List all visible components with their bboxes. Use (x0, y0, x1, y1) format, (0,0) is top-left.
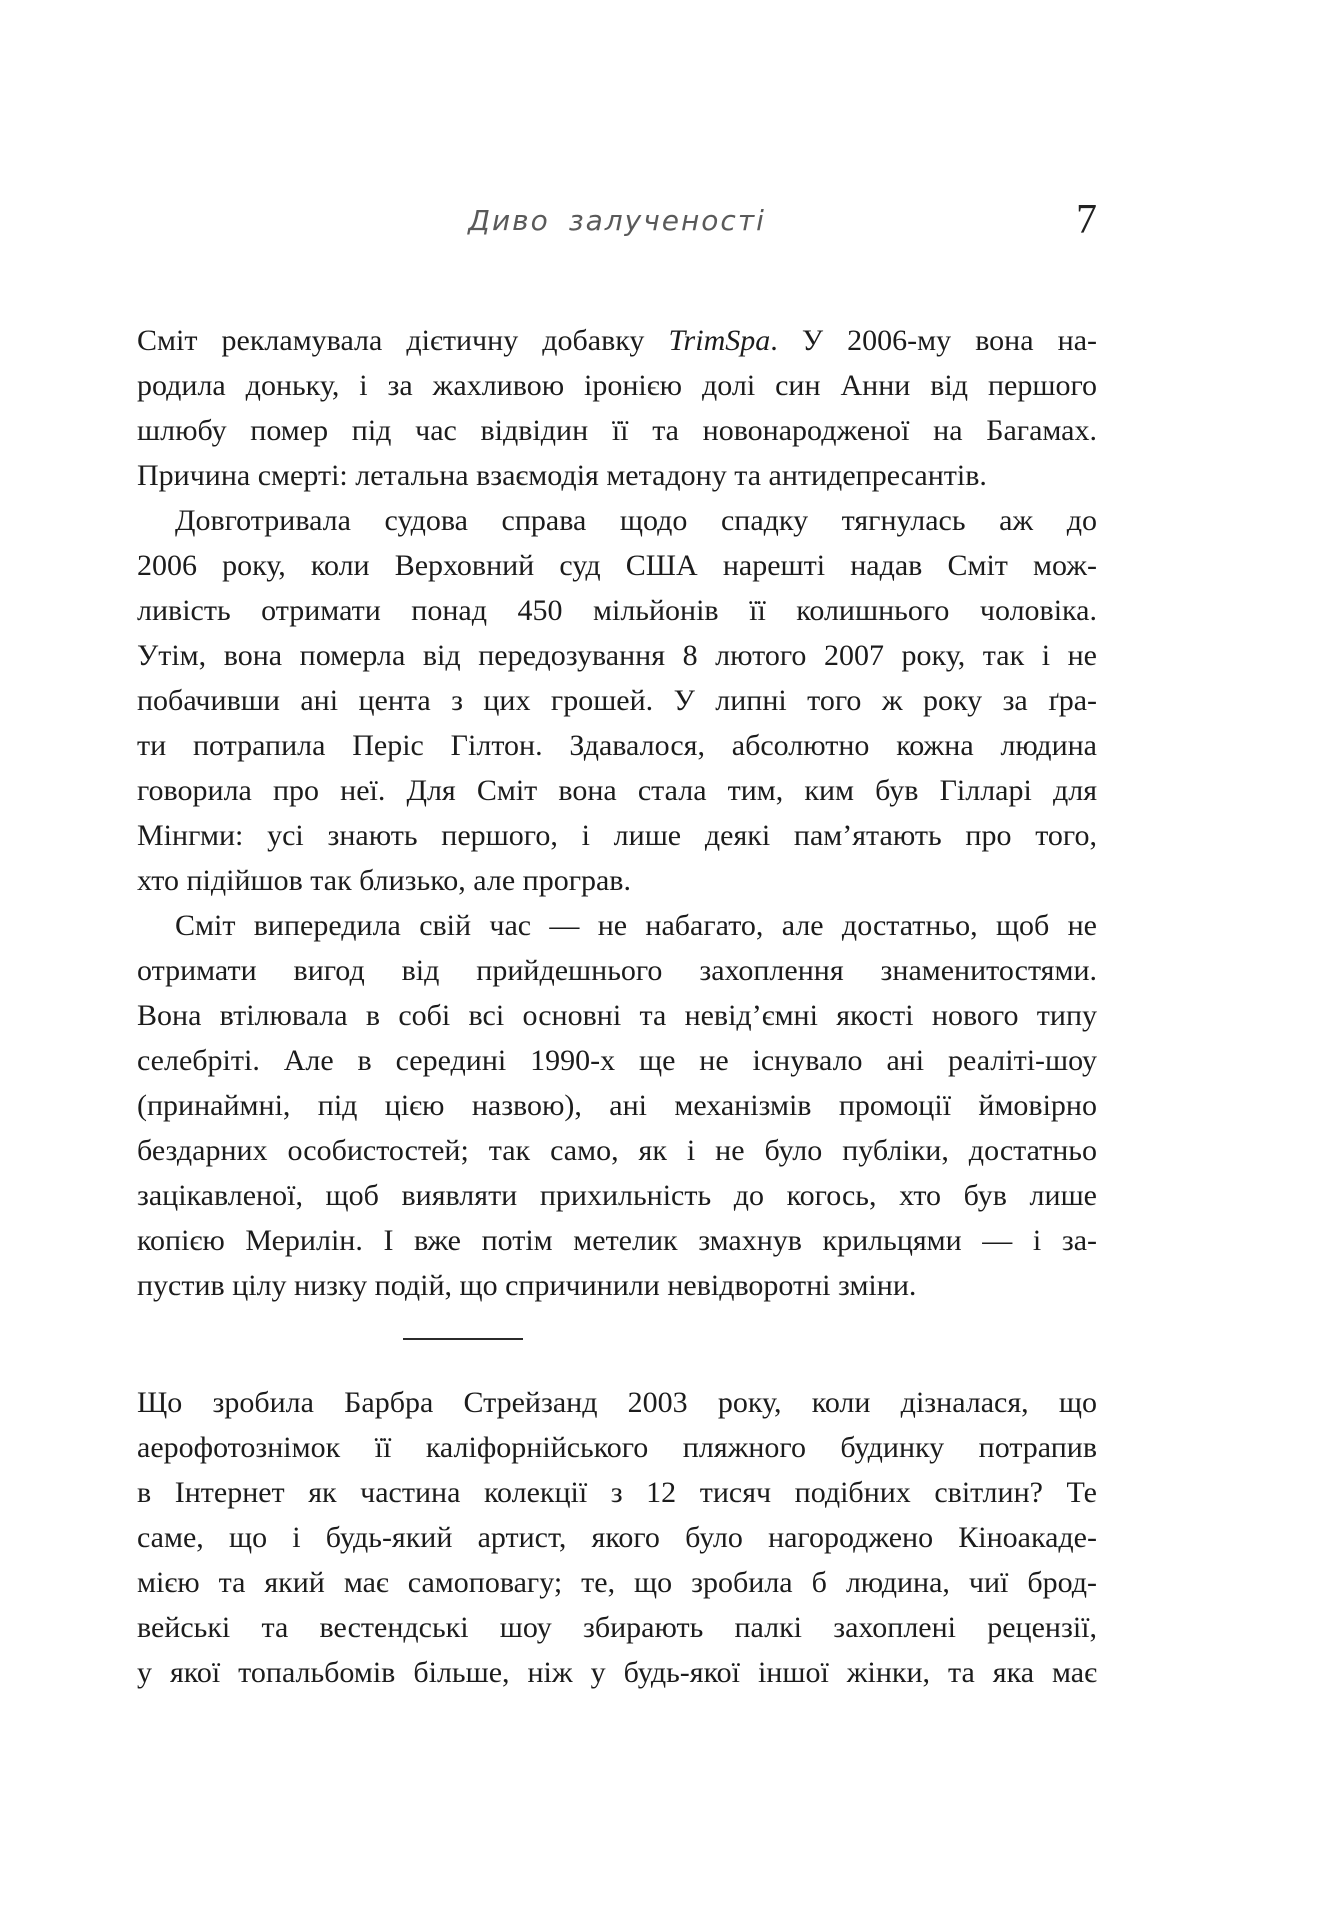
text-line (137, 1515, 1097, 1560)
text-segment: пустив цілу низку подій, що спричинили невідворотні зміни. (137, 1269, 917, 1302)
text-line (137, 1560, 1097, 1605)
text-line (137, 813, 1097, 858)
text-line (137, 858, 1097, 903)
text-segment: селебріті. Але в середині 1990-х ще не існувало ані реаліті-шоу (137, 1044, 1097, 1077)
running-head: Диво залученості (468, 204, 766, 237)
text-segment: Мінгми: усі знають першого, і лише деякі пам’ятають про того, (137, 819, 1097, 852)
text-segment: ти потрапила Періс Гілтон. Здавалося, абсолютно кожна людина (137, 729, 1097, 762)
text-line (137, 318, 1097, 363)
text-segment: зацікавленої, щоб виявляти прихильність до когось, хто був лише (137, 1179, 1097, 1212)
text-segment: Сміт випередила свій час — не набагато, але достатньо, щоб не (175, 909, 1097, 942)
text-segment: шлюбу помер під час відвідин її та новонародженої на Багамах. (137, 414, 1097, 447)
page-number: 7 (1076, 197, 1097, 243)
text-segment: у якої топальбомів більше, ніж у будь-якої іншої жінки, та яка має (137, 1656, 1097, 1689)
text-segment: Сміт рекламувала дієтичну добавку (137, 324, 669, 357)
text-line (137, 678, 1097, 723)
text-segment: . У 2006-му вона на- (770, 324, 1097, 357)
text-line (137, 1650, 1097, 1695)
text-line (137, 993, 1097, 1038)
text-segment: родила доньку, і за жахливою іронією долі син Анни від першого (137, 369, 1097, 402)
text-line (137, 408, 1097, 453)
text-line (137, 1173, 1097, 1218)
text-segment: говорила про неї. Для Сміт вона стала тим, ким був Гілларі для (137, 774, 1097, 807)
text-segment: бездарних особистостей; так само, як і не було публіки, достатньо (137, 1134, 1097, 1167)
text-line (137, 543, 1097, 588)
text-segment: Утім, вона померла від передозування 8 лютого 2007 року, так і не (137, 639, 1097, 672)
text-segment: вейські та вестендські шоу збирають палкі захоплені рецензії, (137, 1611, 1097, 1644)
text-segment: в Інтернет як частина колекції з 12 тисяч подібних світлин? Те (137, 1476, 1097, 1509)
text-segment: хто підійшов так близько, але програв. (137, 864, 631, 897)
text-line (137, 1605, 1097, 1650)
text-line (137, 903, 1097, 948)
text-line (137, 768, 1097, 813)
text-line (137, 453, 1097, 498)
text-line (137, 1038, 1097, 1083)
text-line (137, 1380, 1097, 1425)
text-line (137, 363, 1097, 408)
text-segment: отримати вигод від прийдешнього захоплення знаменитостями. (137, 954, 1097, 987)
text-line (137, 1470, 1097, 1515)
emphasized-text: TrimSpa (668, 324, 771, 357)
text-segment: Що зробила Барбра Стрейзанд 2003 року, коли дізналася, що (137, 1386, 1097, 1419)
text-line (137, 948, 1097, 993)
text-segment: Довготривала судова справа щодо спадку тягнулась аж до (175, 504, 1097, 537)
text-line (137, 1128, 1097, 1173)
text-segment: (принаймні, під цією назвою), ані механізмів промоції ймовірно (137, 1089, 1097, 1122)
text-line (137, 1425, 1097, 1470)
text-segment: мією та який має самоповагу; те, що зробила б людина, чиї брод- (137, 1566, 1097, 1599)
text-line (137, 723, 1097, 768)
text-line (137, 588, 1097, 633)
text-segment: Причина смерті: летальна взаємодія метадону та антидепресантів. (137, 459, 987, 492)
text-line (137, 498, 1097, 543)
text-line (137, 1263, 1097, 1308)
text-segment: Вона втілювала в собі всі основні та невід’ємні якості нового типу (137, 999, 1097, 1032)
text-segment: копією Мерилін. І вже потім метелик змахнув крильцями — і за- (137, 1224, 1097, 1257)
text-segment: 2006 року, коли Верховний суд США нарешті надав Сміт мож- (137, 549, 1097, 582)
section-separator (403, 1338, 523, 1340)
text-line (137, 1218, 1097, 1263)
body-text (137, 318, 1097, 1695)
text-segment: ливість отримати понад 450 мільйонів її колишнього чоловіка. (137, 594, 1097, 627)
text-line (137, 1083, 1097, 1128)
text-segment: побачивши ані цента з цих грошей. У липні того ж року за ґра- (137, 684, 1097, 717)
text-segment: саме, що і будь-який артист, якого було нагороджено Кіноакаде- (137, 1521, 1097, 1554)
text-segment: аерофотознімок її каліфорнійського пляжного будинку потрапив (137, 1431, 1097, 1464)
text-line (137, 633, 1097, 678)
